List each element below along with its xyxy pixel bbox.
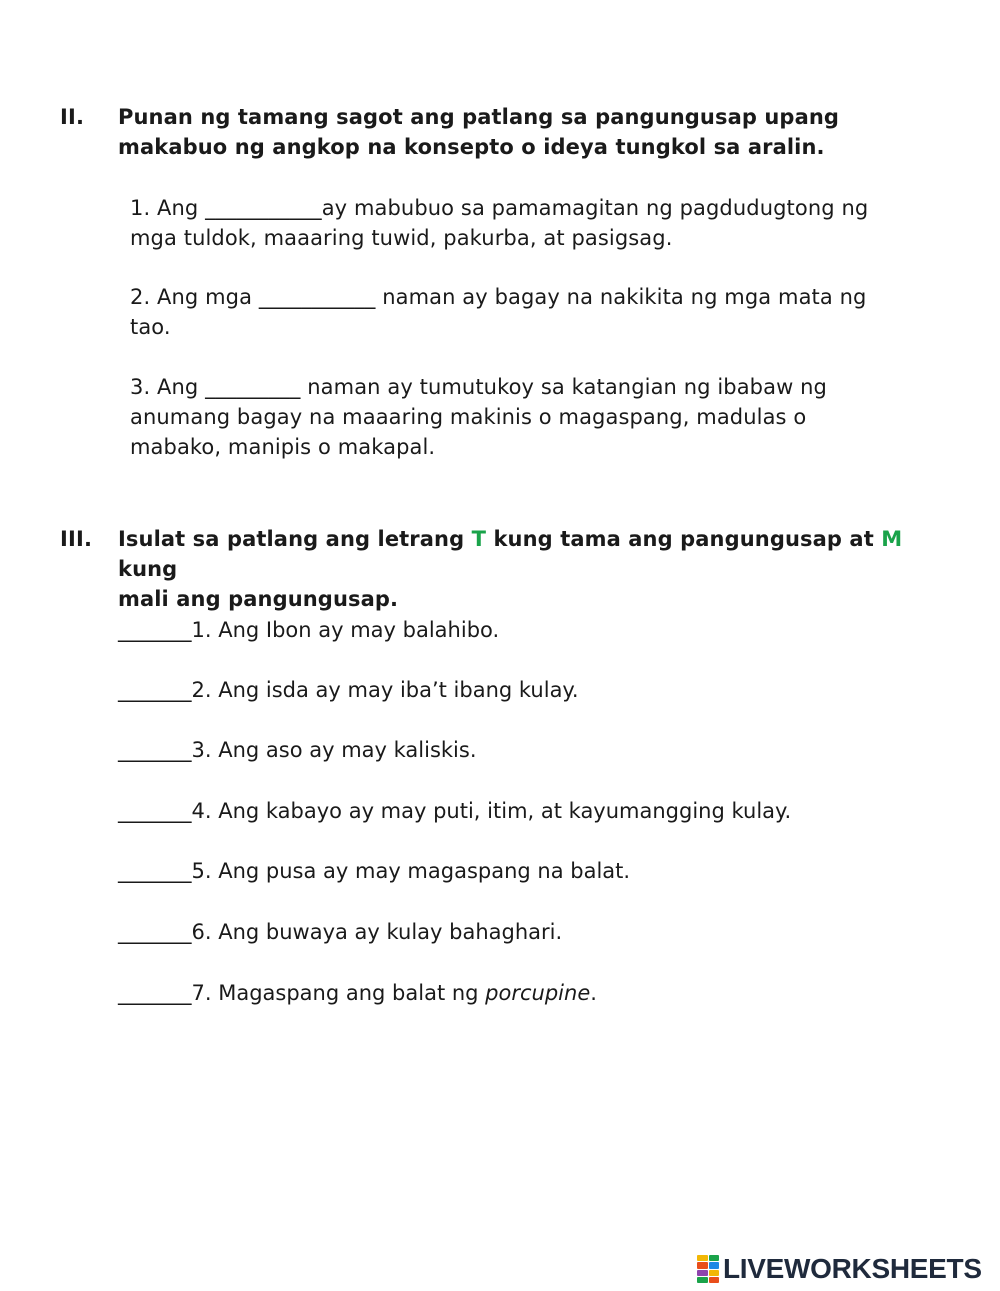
tf-answer-blank-5[interactable]: _______: [118, 859, 192, 883]
fill-item-3: [130, 372, 940, 462]
fill-item-prefix: 3. Ang: [130, 375, 206, 399]
fill-item-text: naman ay tumutukoy sa katangian ng ibabaw ng: [300, 375, 827, 399]
letter-t: T: [471, 527, 487, 551]
section-3-title-part: kung tama ang pangungusap at: [486, 527, 882, 551]
liveworksheets-logo-icon: [697, 1255, 719, 1283]
tf-item-6: [118, 917, 938, 947]
fill-item-text-line3: mabako, manipis o makapal.: [130, 435, 436, 459]
tf-answer-blank-4[interactable]: _______: [118, 799, 192, 823]
tf-item-3: [118, 735, 938, 765]
fill-item-text: naman ay bagay na nakikita ng mga mata ng: [375, 285, 867, 309]
fill-item-1: [130, 193, 940, 253]
tf-answer-blank-6[interactable]: _______: [118, 920, 192, 944]
tf-item-4: [118, 796, 938, 826]
tf-item-text: 5. Ang pusa ay may magaspang na balat.: [191, 859, 631, 883]
fill-item-text-line2: mga tuldok, maaaring tuwid, pakurba, at pasigsag.: [130, 226, 673, 250]
tf-answer-blank-3[interactable]: _______: [118, 738, 192, 762]
fill-item-text-line2: anumang bagay na maaaring makinis o magaspang, madulas o: [130, 405, 807, 429]
tf-item-7: [118, 978, 938, 1008]
fill-blank-2[interactable]: ___________: [258, 285, 376, 309]
tf-answer-blank-7[interactable]: _______: [118, 981, 192, 1005]
section-3-title: [118, 524, 938, 614]
fill-item-prefix: 2. Ang mga: [130, 285, 259, 309]
section-3-number: III.: [60, 527, 93, 551]
fill-item-text-line2: tao.: [130, 315, 171, 339]
section-3-title-part: Isulat sa patlang ang letrang: [118, 527, 472, 551]
tf-item-text: 4. Ang kabayo ay may puti, itim, at kayumangging kulay.: [191, 799, 792, 823]
fill-blank-3[interactable]: _________: [205, 375, 301, 399]
tf-item-text: 3. Ang aso ay may kaliskis.: [191, 738, 477, 762]
tf-item-text: 7. Magaspang ang balat ng: [191, 981, 486, 1005]
fill-item-text: ay mabubuo sa pamamagitan ng pagdudugtong ng: [321, 196, 869, 220]
tf-item-text: 2. Ang isda ay may iba’t ibang kulay.: [191, 678, 579, 702]
liveworksheets-logo[interactable]: [697, 1254, 982, 1284]
tf-answer-blank-2[interactable]: _______: [118, 678, 192, 702]
fill-item-2: [130, 282, 940, 342]
tf-item-italic-word: porcupine: [485, 981, 591, 1005]
liveworksheets-logo-text: LIVEWORKSHEETS: [723, 1253, 982, 1284]
section-3-title-part: kung: [118, 557, 178, 581]
section-2-number: II.: [60, 105, 85, 129]
tf-answer-blank-1[interactable]: _______: [118, 618, 192, 642]
letter-m: M: [881, 527, 903, 551]
tf-item-5: [118, 856, 938, 886]
tf-item-1: [118, 615, 938, 645]
fill-item-prefix: 1. Ang: [130, 196, 206, 220]
tf-item-2: [118, 675, 938, 705]
section-3-title-line2: mali ang pangungusap.: [118, 587, 399, 611]
tf-item-text: 1. Ang Ibon ay may balahibo.: [191, 618, 500, 642]
fill-blank-1[interactable]: ___________: [205, 196, 322, 220]
tf-item-text: 6. Ang buwaya ay kulay bahaghari.: [191, 920, 563, 944]
section-2-title: Punan ng tamang sagot ang patlang sa pangungusap upang makabuo ng angkop na konsepto o ideya tungkol sa aralin.: [118, 105, 840, 159]
tf-item-text-end: .: [590, 981, 597, 1005]
